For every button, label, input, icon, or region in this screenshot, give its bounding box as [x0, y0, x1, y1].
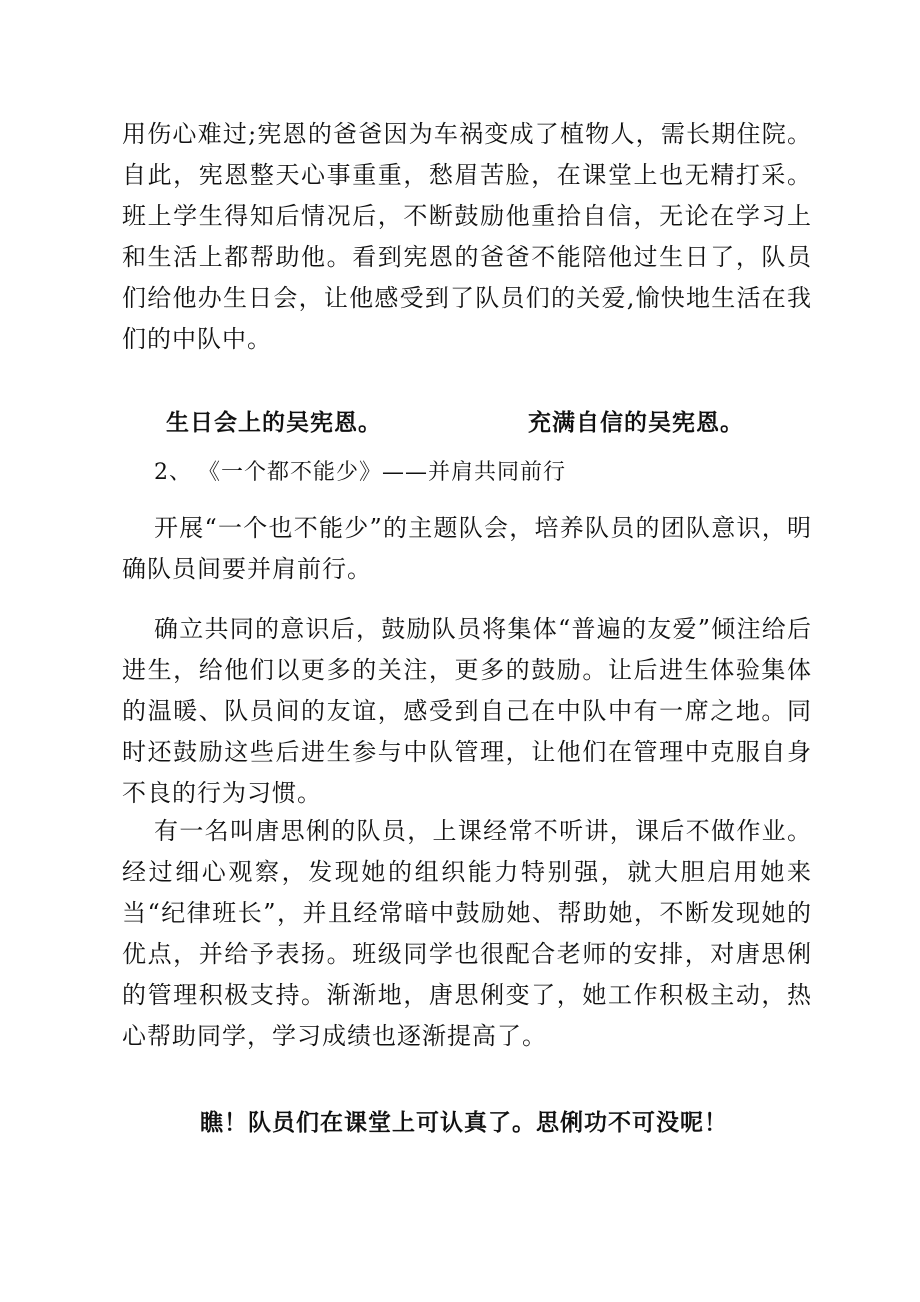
- paragraph-theme-meeting: 开展“一个也不能少”的主题队会，培养队员的团队意识，明确队员间要并肩前行。: [122, 514, 812, 583]
- paragraph-birthday-story: 用伤心难过;宪恩的爸爸因为车祸变成了植物人，需长期住院。自此，宪恩整天心事重重，愁眉苦脸，在课堂上也无精打采。班上学生得知后情况后，不断鼓励他重拾自信，无论在学习上和生活上都帮助他。看到宪恩的爸爸不能陪他过生日了，队员们给他办生日会，让他感受到了队员们的关爱,愉快地生活在我们的中队中。: [122, 120, 812, 353]
- paragraph-tang-sili-story: 有一名叫唐思俐的队员，上课经常不听讲，课后不做作业。经过细心观察，发现她的组织能力特别强，就大胆启用她来当“纪律班长”，并且经常暗中鼓励她、帮助她，不断发现她的优点，并给予表扬。班级同学也很配合老师的安排，对唐思俐的管理积极支持。渐渐地，唐思俐变了，她工作积极主动，热心帮助同学，学习成绩也逐渐提高了。: [122, 817, 812, 1050]
- section-heading: [154, 457, 566, 489]
- section-title: 《一个都不能少》——并肩共同前行: [198, 460, 567, 485]
- photo-caption-birthday: 生日会上的吴宪恩。: [166, 410, 382, 436]
- paragraph-common-awareness: 确立共同的意识后，鼓励队员将集体“普遍的友爱”倾注给后进生，给他们以更多的关注，更多的鼓励。让后进生体验集体的温暖、队员间的友谊，感受到自己在中队中有一席之地。同时还鼓励这些后进生参与中队管理，让他们在管理中克服自身不良的行为习惯。: [122, 615, 812, 807]
- photo-caption-confident: 充满自信的吴宪恩。: [528, 410, 744, 436]
- section-number: 2、: [154, 460, 192, 485]
- photo-caption-classroom: 瞧！队员们在课堂上可认真了。思俐功不可没呢！: [200, 1110, 728, 1136]
